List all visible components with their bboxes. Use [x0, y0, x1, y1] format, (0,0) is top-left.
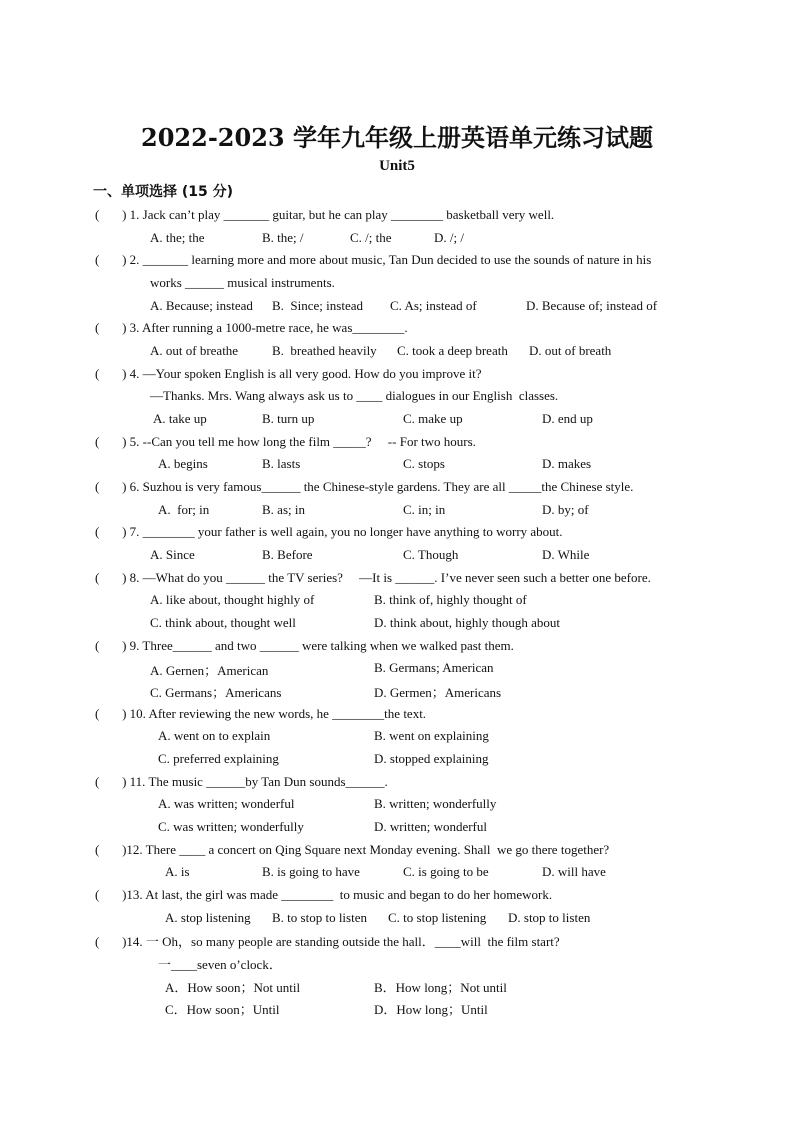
- question-8-stem: ( ) 8. —What do you ______ the TV series? —It is ______. I’ve never seen such a better one before.: [95, 570, 651, 585]
- q6-option-c: C. in; in: [403, 502, 446, 517]
- question-9-stem: ( ) 9. Three______ and two ______ were talking when we walked past them.: [95, 638, 514, 653]
- q13-option-b: B. to stop to listen: [272, 910, 367, 925]
- q4-option-c: C. make up: [403, 411, 463, 426]
- q8-option-a: A. like about, thought highly of: [150, 592, 315, 607]
- section-heading: 一、单项选择 (15 分): [93, 184, 234, 200]
- q9-option-b: B. Germans; American: [374, 660, 494, 675]
- q13-option-a: A. stop listening: [165, 910, 251, 925]
- q10-option-a: A. went on to explain: [158, 728, 271, 743]
- q5-option-b: B. lasts: [262, 456, 301, 471]
- page-title: 2022-2023 学年九年级上册英语单元练习试题: [141, 123, 653, 152]
- question-6-stem: ( ) 6. Suzhou is very famous______ the Chinese-style gardens. They are all _____the Chinese style.: [95, 479, 634, 494]
- q4-option-b: B. turn up: [262, 411, 315, 426]
- q7-option-b: B. Before: [262, 547, 313, 562]
- q13-option-c: C. to stop listening: [388, 910, 487, 925]
- q8-option-c: C. think about, thought well: [150, 615, 296, 630]
- q2-option-c: C. As; instead of: [390, 298, 477, 313]
- question-14-continuation: 一____seven o’clock．: [158, 957, 282, 972]
- q3-option-b: B. breathed heavily: [272, 343, 377, 358]
- q10-option-b: B. went on explaining: [374, 728, 489, 743]
- question-12-stem: ( )12. There ____ a concert on Qing Square next Monday evening. Shall we go there together?: [95, 842, 610, 857]
- q3-option-d: D. out of breath: [529, 343, 612, 358]
- q6-option-b: B. as; in: [262, 502, 305, 517]
- q9-option-a: A. Gernen；American: [150, 663, 269, 678]
- q6-option-a: A. for; in: [158, 502, 210, 517]
- q4-option-d: D. end up: [542, 411, 593, 426]
- q5-option-d: D. makes: [542, 456, 592, 471]
- question-4-continuation: —Thanks. Mrs. Wang always ask us to ____ dialogues in our English classes.: [150, 388, 559, 403]
- question-13-stem: ( )13. At last, the girl was made ________ to music and began to do her homework.: [95, 887, 553, 902]
- q3-option-a: A. out of breathe: [150, 343, 239, 358]
- q4-option-a: A. take up: [153, 411, 207, 426]
- q5-option-c: C. stops: [403, 456, 445, 471]
- question-7-stem: ( ) 7. ________ your father is well again, you no longer have anything to worry about.: [95, 524, 563, 539]
- q12-option-c: C. is going to be: [403, 864, 489, 879]
- q8-option-d: D. think about, highly though about: [374, 615, 560, 630]
- q1-option-b: B. the; /: [262, 230, 304, 245]
- question-10-stem: ( ) 10. After reviewing the new words, he ________the text.: [95, 706, 427, 721]
- q2-option-d: D. Because of; instead of: [526, 298, 658, 313]
- q11-option-b: B. written; wonderfully: [374, 796, 497, 811]
- q9-option-d: D. Germen；Americans: [374, 685, 502, 700]
- q7-option-c: C. Though: [403, 547, 459, 562]
- q9-option-c: C. Germans；Americans: [150, 685, 282, 700]
- q1-option-d: D. /; /: [434, 230, 464, 245]
- q8-option-b: B. think of, highly thought of: [374, 592, 527, 607]
- q5-option-a: A. begins: [158, 456, 208, 471]
- q11-option-d: D. written; wonderful: [374, 819, 488, 834]
- question-2-continuation: works ______ musical instruments.: [150, 275, 335, 290]
- q6-option-d: D. by; of: [542, 502, 589, 517]
- q11-option-a: A. was written; wonderful: [158, 796, 295, 811]
- q14-option-b: B．How long；Not until: [374, 980, 507, 995]
- q14-option-a: A．How soon；Not until: [165, 980, 301, 995]
- unit-subtitle: Unit5: [379, 158, 415, 174]
- q2-option-b: B. Since; instead: [272, 298, 363, 313]
- question-14-stem: ( )14. 一 Oh，so many people are standing outside the hall．____will the film start?: [95, 934, 560, 949]
- question-2-stem: ( ) 2. _______ learning more and more about music, Tan Dun decided to use the sounds of nature in his: [95, 252, 652, 267]
- q7-option-a: A. Since: [150, 547, 195, 562]
- q10-option-d: D. stopped explaining: [374, 751, 489, 766]
- q3-option-c: C. took a deep breath: [397, 343, 508, 358]
- q10-option-c: C. preferred explaining: [158, 751, 279, 766]
- q12-option-d: D. will have: [542, 864, 606, 879]
- q11-option-c: C. was written; wonderfully: [158, 819, 304, 834]
- q13-option-d: D. stop to listen: [508, 910, 591, 925]
- q14-option-c: C．How soon；Until: [165, 1002, 280, 1017]
- q12-option-a: A. is: [165, 864, 190, 879]
- question-11-stem: ( ) 11. The music ______by Tan Dun sounds______.: [95, 774, 388, 789]
- question-4-stem: ( ) 4. —Your spoken English is all very good. How do you improve it?: [95, 366, 482, 381]
- q1-option-a: A. the; the: [150, 230, 205, 245]
- q7-option-d: D. While: [542, 547, 590, 562]
- question-3-stem: ( ) 3. After running a 1000-metre race, he was________.: [95, 320, 408, 335]
- q12-option-b: B. is going to have: [262, 864, 360, 879]
- q2-option-a: A. Because; instead: [150, 298, 253, 313]
- question-5-stem: ( ) 5. --Can you tell me how long the film _____? -- For two hours.: [95, 434, 476, 449]
- q14-option-d: D．How long；Until: [374, 1002, 488, 1017]
- question-1-stem: ( ) 1. Jack can’t play _______ guitar, but he can play ________ basketball very well.: [95, 207, 555, 222]
- q1-option-c: C. /; the: [350, 230, 392, 245]
